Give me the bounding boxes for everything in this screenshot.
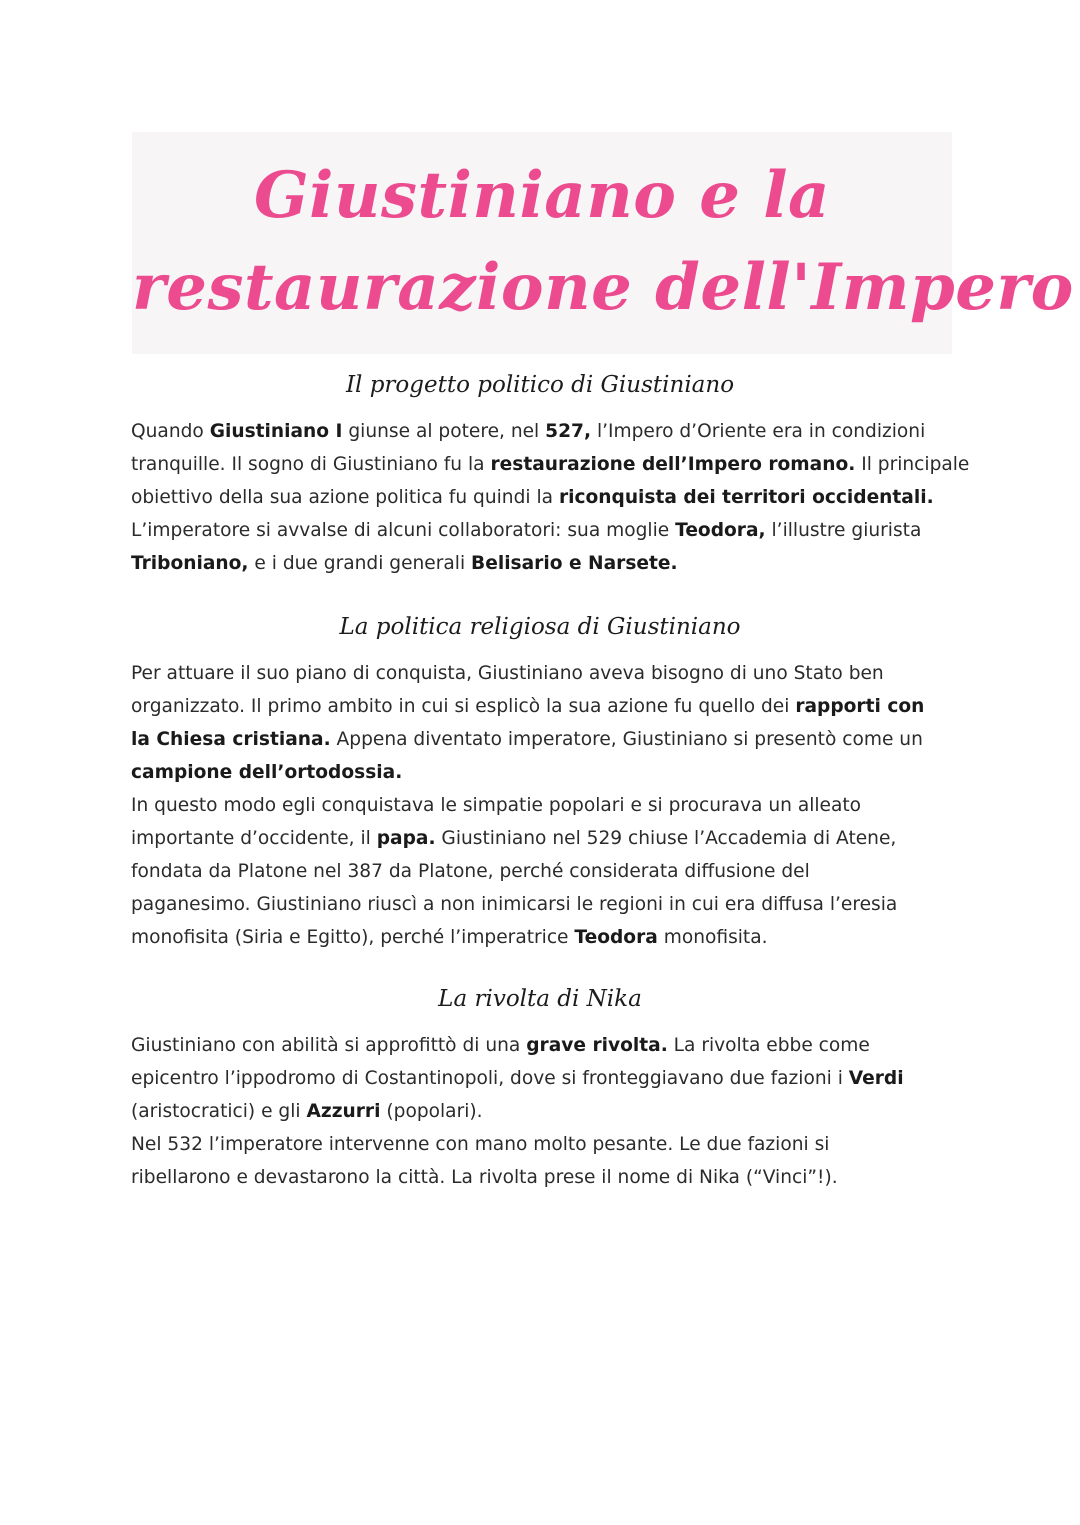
bold-text: riconquista dei territori occidentali. [558, 487, 934, 508]
text-run: tranquille. Il sogno di Giustiniano fu la [131, 454, 491, 475]
text-run: organizzato. Il primo ambito in cui si esplicò la sua azione fu quello dei [131, 696, 796, 717]
text-run: Giustiniano con abilità si approfittò di una [131, 1035, 527, 1056]
text-run: L’imperatore si avvalse di alcuni collaboratori: sua moglie [131, 520, 676, 541]
text-run: Il principale [855, 454, 970, 475]
page-title-line-1: Giustiniano e la [254, 158, 830, 233]
text-run: monofisita. [657, 927, 768, 948]
text-line [131, 1062, 961, 1095]
bold-text: papa. [376, 828, 436, 849]
bold-text: restaurazione dell’Impero romano. [490, 454, 856, 475]
text-run: Appena diventato imperatore, Giustiniano si presentò come un [330, 729, 923, 750]
bold-text: Triboniano, [131, 553, 249, 574]
text-run: obiettivo della sua azione politica fu quindi la [131, 487, 559, 508]
text-line [131, 514, 961, 547]
bold-text: 527, [545, 421, 592, 442]
title-banner [132, 132, 1074, 354]
text-line [131, 481, 961, 514]
text-run: l’Impero d’Oriente era in condizioni [591, 421, 926, 442]
text-run: fondata da Platone nel 387 da Platone, perché considerata diffusione del [131, 861, 810, 882]
bold-text: Azzurri [306, 1101, 381, 1122]
text-line [131, 723, 961, 756]
text-line [131, 415, 961, 448]
text-line [131, 888, 961, 921]
section-heading-progetto: Il progetto politico di Giustiniano [345, 372, 735, 398]
text-run: La rivolta ebbe come [667, 1035, 870, 1056]
text-run: Giustiniano nel 529 chiuse l’Accademia di Atene, [435, 828, 897, 849]
text-line [131, 1029, 961, 1062]
text-run: ribellarono e devastarono la città. La rivolta prese il nome di Nika (“Vinci”!). [131, 1167, 838, 1188]
text-line [131, 1161, 961, 1194]
section-heading-politica-religiosa: La politica religiosa di Giustiniano [339, 614, 741, 640]
bold-text: Teodora, [675, 520, 766, 541]
bold-text: campione dell’ortodossia. [131, 762, 403, 783]
bold-text: rapporti con [795, 696, 925, 717]
text-run: importante d’occidente, il [131, 828, 377, 849]
text-line [131, 547, 961, 580]
text-line [131, 789, 961, 822]
bold-text: la Chiesa cristiana. [131, 729, 331, 750]
text-line [131, 855, 961, 888]
text-line [131, 1095, 961, 1128]
text-run: epicentro l’ippodromo di Costantinopoli, dove si fronteggiavano due fazioni i [131, 1068, 849, 1089]
text-run: Quando [131, 421, 210, 442]
text-run: monofisita (Siria e Egitto), perché l’imperatrice [131, 927, 575, 948]
text-run: giunse al potere, nel [342, 421, 546, 442]
text-line [131, 921, 961, 954]
text-run: (aristocratici) e gli [131, 1101, 307, 1122]
text-run: l’illustre giurista [765, 520, 922, 541]
text-line [131, 756, 961, 789]
section-text-politica-religiosa [131, 657, 961, 954]
text-run: e i due grandi generali [248, 553, 472, 574]
section-heading-rivolta-nika: La rivolta di Nika [438, 986, 642, 1012]
text-run: In questo modo egli conquistava le simpatie popolari e si procurava un alleato [131, 795, 862, 816]
bold-text: Belisario e Narsete. [471, 553, 678, 574]
section-text-progetto [131, 415, 970, 580]
text-line [131, 690, 961, 723]
text-run: Nel 532 l’imperatore intervenne con mano molto pesante. Le due fazioni si [131, 1134, 830, 1155]
text-line [131, 657, 961, 690]
text-run: paganesimo. Giustiniano riuscì a non inimicarsi le regioni in cui era diffusa l’eresia [131, 894, 898, 915]
page-title-line-2: restaurazione dell'Impero [132, 250, 1074, 325]
text-line [131, 448, 970, 481]
bold-text: Giustiniano I [209, 421, 343, 442]
text-run: (popolari). [380, 1101, 483, 1122]
bold-text: Teodora [574, 927, 658, 948]
text-line [131, 1128, 961, 1161]
section-text-rivolta-nika [131, 1029, 961, 1194]
text-line [131, 822, 961, 855]
text-run: Per attuare il suo piano di conquista, Giustiniano aveva bisogno di uno Stato ben [131, 663, 884, 684]
bold-text: grave rivolta. [526, 1035, 668, 1056]
bold-text: Verdi [848, 1068, 904, 1089]
